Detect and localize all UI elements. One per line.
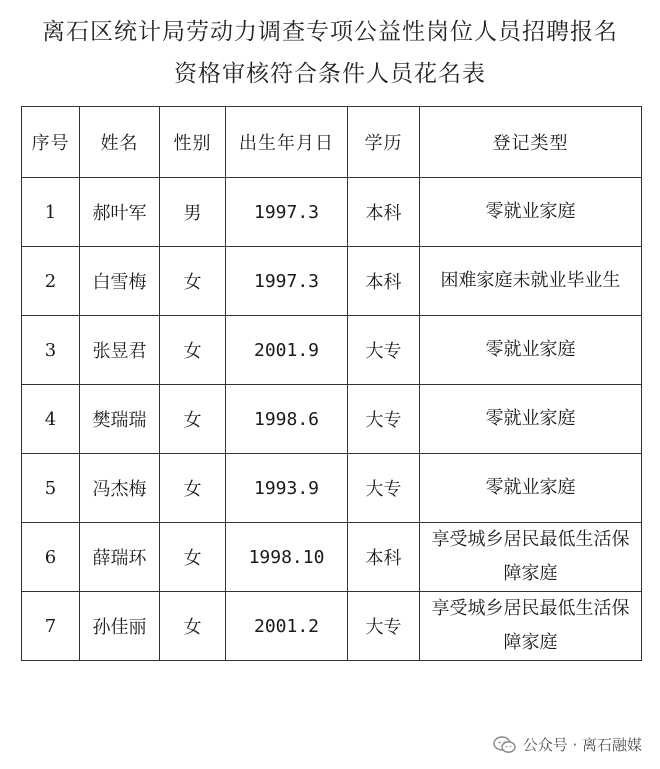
page-title-line-1: 离石区统计局劳动力调查专项公益性岗位人员招聘报名 <box>42 19 618 45</box>
cell-gender: 女 <box>160 316 226 385</box>
cell-name: 白雪梅 <box>80 247 160 316</box>
cell-no: 6 <box>22 523 80 592</box>
header-registration-type: 登记类型 <box>420 107 642 178</box>
header-no: 序号 <box>22 107 80 178</box>
cell-registration-type <box>420 178 642 247</box>
cell-name: 薛瑞环 <box>80 523 160 592</box>
cell-registration-type-text: 零就业家庭 <box>485 408 576 429</box>
cell-no: 4 <box>22 385 80 454</box>
cell-gender: 女 <box>160 592 226 661</box>
cell-gender: 男 <box>160 178 226 247</box>
cell-birth: 2001.2 <box>226 592 348 661</box>
cell-registration-type-text: 零就业家庭 <box>485 339 576 360</box>
watermark-footer <box>493 734 642 755</box>
cell-birth: 1997.3 <box>226 247 348 316</box>
cell-birth: 2001.9 <box>226 316 348 385</box>
cell-registration-type <box>420 454 642 523</box>
cell-birth: 1998.6 <box>226 385 348 454</box>
watermark-text: 公众号 · 离石融媒 <box>522 736 642 754</box>
cell-no: 7 <box>22 592 80 661</box>
cell-registration-type <box>420 592 642 661</box>
cell-name: 樊瑞瑞 <box>80 385 160 454</box>
table-header-row <box>22 107 642 178</box>
cell-registration-type-text: 享受城乡居民最低生活保障家庭 <box>431 529 630 584</box>
header-education: 学历 <box>348 107 420 178</box>
cell-education: 大专 <box>348 592 420 661</box>
cell-name: 冯杰梅 <box>80 454 160 523</box>
cell-registration-type-text: 享受城乡居民最低生活保障家庭 <box>431 598 630 653</box>
cell-birth: 1998.10 <box>226 523 348 592</box>
wechat-icon <box>493 736 517 754</box>
cell-gender: 女 <box>160 385 226 454</box>
table-row <box>22 523 642 592</box>
cell-education: 大专 <box>348 454 420 523</box>
cell-registration-type <box>420 247 642 316</box>
cell-registration-type-text: 零就业家庭 <box>485 201 576 222</box>
cell-education: 本科 <box>348 523 420 592</box>
cell-no: 2 <box>22 247 80 316</box>
roster-table <box>21 106 642 661</box>
cell-education: 本科 <box>348 178 420 247</box>
cell-no: 1 <box>22 178 80 247</box>
cell-birth: 1993.9 <box>226 454 348 523</box>
cell-no: 5 <box>22 454 80 523</box>
cell-name: 张昱君 <box>80 316 160 385</box>
cell-name: 孙佳丽 <box>80 592 160 661</box>
table-row <box>22 178 642 247</box>
cell-registration-type-text: 零就业家庭 <box>485 477 576 498</box>
cell-gender: 女 <box>160 523 226 592</box>
table-row <box>22 592 642 661</box>
page-title-line-2: 资格审核符合条件人员花名表 <box>174 61 486 87</box>
header-name: 姓名 <box>80 107 160 178</box>
cell-registration-type <box>420 523 642 592</box>
cell-education: 大专 <box>348 385 420 454</box>
cell-registration-type <box>420 316 642 385</box>
header-birth: 出生年月日 <box>226 107 348 178</box>
cell-registration-type <box>420 385 642 454</box>
cell-gender: 女 <box>160 454 226 523</box>
table-row <box>22 247 642 316</box>
cell-gender: 女 <box>160 247 226 316</box>
cell-education: 本科 <box>348 247 420 316</box>
table-row <box>22 385 642 454</box>
table-row <box>22 454 642 523</box>
cell-education: 大专 <box>348 316 420 385</box>
cell-no: 3 <box>22 316 80 385</box>
header-gender: 性别 <box>160 107 226 178</box>
cell-birth: 1997.3 <box>226 178 348 247</box>
cell-name: 郝叶军 <box>80 178 160 247</box>
table-row <box>22 316 642 385</box>
cell-registration-type-text: 困难家庭未就业毕业生 <box>440 270 621 291</box>
